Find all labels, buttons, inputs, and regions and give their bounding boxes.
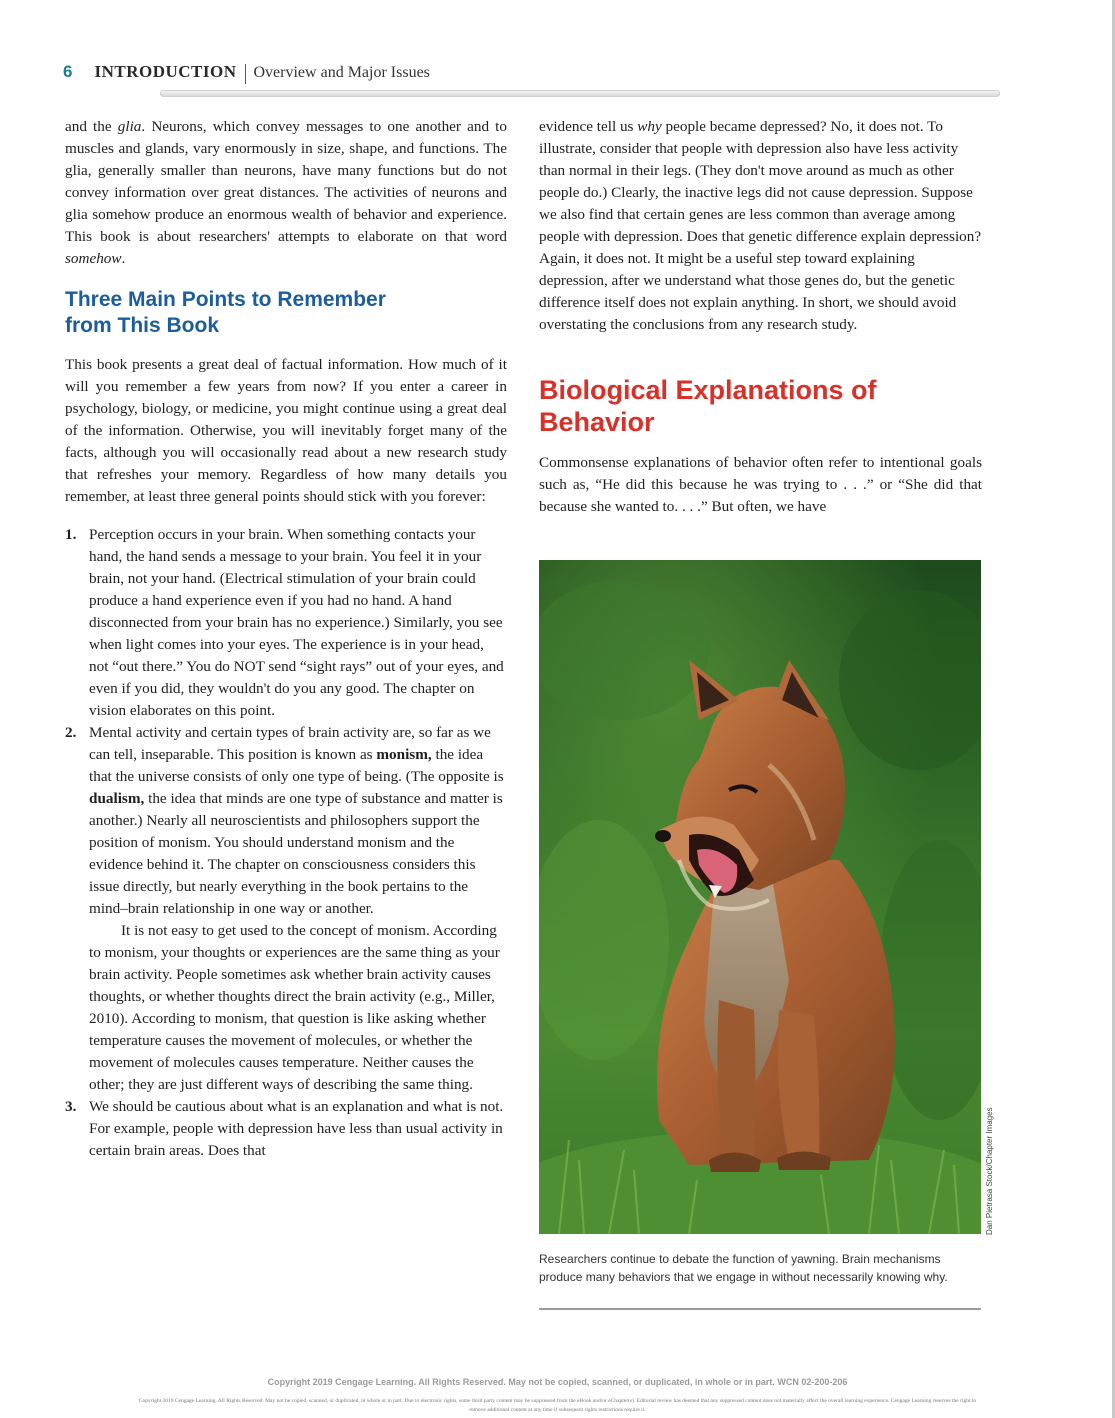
point-text-part: the idea that minds are one type of substance and matter is another.) Nearly all neuroscientists and philosophers support the position of monism. You should understand monism and the evidence behind it. The chapter on consciousness considers this issue directly, but nearly everything in the book pertains to the mind–brain relationship in one way or another. [89,790,503,917]
continuation-lead: evidence tell us [539,118,638,135]
point-continuation: It is not easy to get used to the concept of monism. According to monism, your thoughts or experiences are the same thing as your brain activity. People sometimes ask whether brain activity causes thoughts, or whether thoughts direct the brain activity (e.g., Miller, 2010). According to monism, that question is like asking whether temperature causes the movement of molecules, or whether the movement of molecules causes temperature. Neither causes the other; they are just different ways of describing the same thing. [89,922,500,1093]
intro-lead: and the [65,118,118,135]
term-glia: glia [117,118,142,135]
copyright-fine-print: Copyright 2019 Cengage Learning. All Rights Reserved. May not be copied, scanned, or duplicated, in whole or in part. Due to electronic rights, some third party content may be suppressed from the eBook and/or eChapter(s). Editorial review has deemed that any suppressed content does not materially affect the overall learning experience. Cengage Learning reserves the right to remove additional content at any time if subsequent rights restrictions require it. [138,1398,977,1413]
term-monism: monism, [376,746,432,763]
figure-caption: Researchers continue to debate the function of yawning. Brain mechanisms produce many behaviors that we engage in without necessarily knowing why. [539,1252,948,1284]
term-why: why [637,118,662,135]
fox-illustration [539,560,981,1234]
point-number: 3. [65,1098,77,1115]
photo-credit [982,1090,1004,1235]
point-text-part: Mental activity and certain types of brain activity are, so far as we can tell, inseparable. This position is known as [89,724,491,763]
list-item [65,722,507,1096]
intro-end: . [121,250,126,267]
biological-paragraph: Commonsense explanations of behavior often refer to intentional goals such as, “He did this because he was trying to . . .” or “She did that because she wanted to. . . .” But often, we have [539,454,982,515]
intro-paragraph [65,116,507,270]
three-points-paragraph: This book presents a great deal of factual information. How much of it will you remember a few years from now? If you enter a career in psychology, biology, or medicine, you might continue using a great deal of the information. Otherwise, you will inevitably forget many of the facts, although you will occasionally read about a new research study that refreshes your memory. Regardless of how many details you remember, at least three general points should stick with you forever: [65,356,507,505]
copyright-line: Copyright 2019 Cengage Learning. All Rights Reserved. May not be copied, scanned, or duplicated, in whole or in part. WCN 02-200-206 [267,1377,848,1387]
chapter-title: INTRODUCTION [94,62,237,81]
yawning-fox-photo [539,560,981,1234]
point-text: Perception occurs in your brain. When something contacts your hand, the hand sends a message to your brain. You feel it in your brain, not your hand. (Electrical stimulation of your brain could produce a hand experience even if you had no hand. A hand disconnected from your brain has no experience.) Similarly, you see when light comes into your eyes. The experience is in your head, not “out there.” You do NOT send “sight rays” out of your eyes, and even if you did, they wouldn't do you any good. The chapter on vision elaborates on this point. [89,526,504,719]
list-item [65,1096,507,1162]
point-number: 2. [65,724,77,741]
header-rule [160,90,1000,97]
caption-rule [539,1308,981,1310]
heading-three-main-points: Three Main Points to Remember from This Book [65,288,386,337]
heading-biological-explanations: Biological Explanations of Behavior [539,375,877,437]
list-item [65,524,507,722]
continuation-body: people became depressed? No, it does not. To illustrate, consider that people with depression also have less activity than normal in their legs. (They don't move around as much as other people do.) Clearly, the inactive legs did not cause depression. Suppose we also find that certain genes are less common than average among people with depression. Does that genetic difference explain depression? Again, it does not. It might be a useful step toward explaining depression, after we understand what those genes do, but the genetic difference itself does not explain anything. In short, we should avoid overstating the conclusions from any research study. [539,118,982,333]
point-text-part: the idea that the universe consists of only one type of being. (The opposite is [89,746,504,785]
running-header [63,62,993,86]
header-divider [245,64,246,84]
point-text [89,722,507,920]
point-text: We should be cautious about what is an explanation and what is not. For example, people with depression have less than usual activity in certain brain areas. Does that [89,1098,504,1159]
section-title: Overview and Major Issues [253,64,430,81]
intro-body: . Neurons, which convey messages to one another and to muscles and glands, vary enormously in size, shape, and functions. The glia, generally smaller than neurons, have many functions but do not convey information over great distances. The activities of neurons and glia somehow produce an enormous wealth of behavior and experience. This book is about researchers' attempts to elaborate on that word [65,118,507,245]
term-somehow: somehow [65,250,122,267]
point-number: 1. [65,526,77,543]
right-column [539,116,982,518]
page-number: 6 [63,62,73,81]
left-column [65,116,507,1162]
continuation-paragraph [539,116,982,336]
term-dualism: dualism, [89,790,145,807]
photo-credit-text: Dan Pietrasa Stock/Chapter Images [985,1107,994,1235]
main-points-list [65,524,507,1162]
